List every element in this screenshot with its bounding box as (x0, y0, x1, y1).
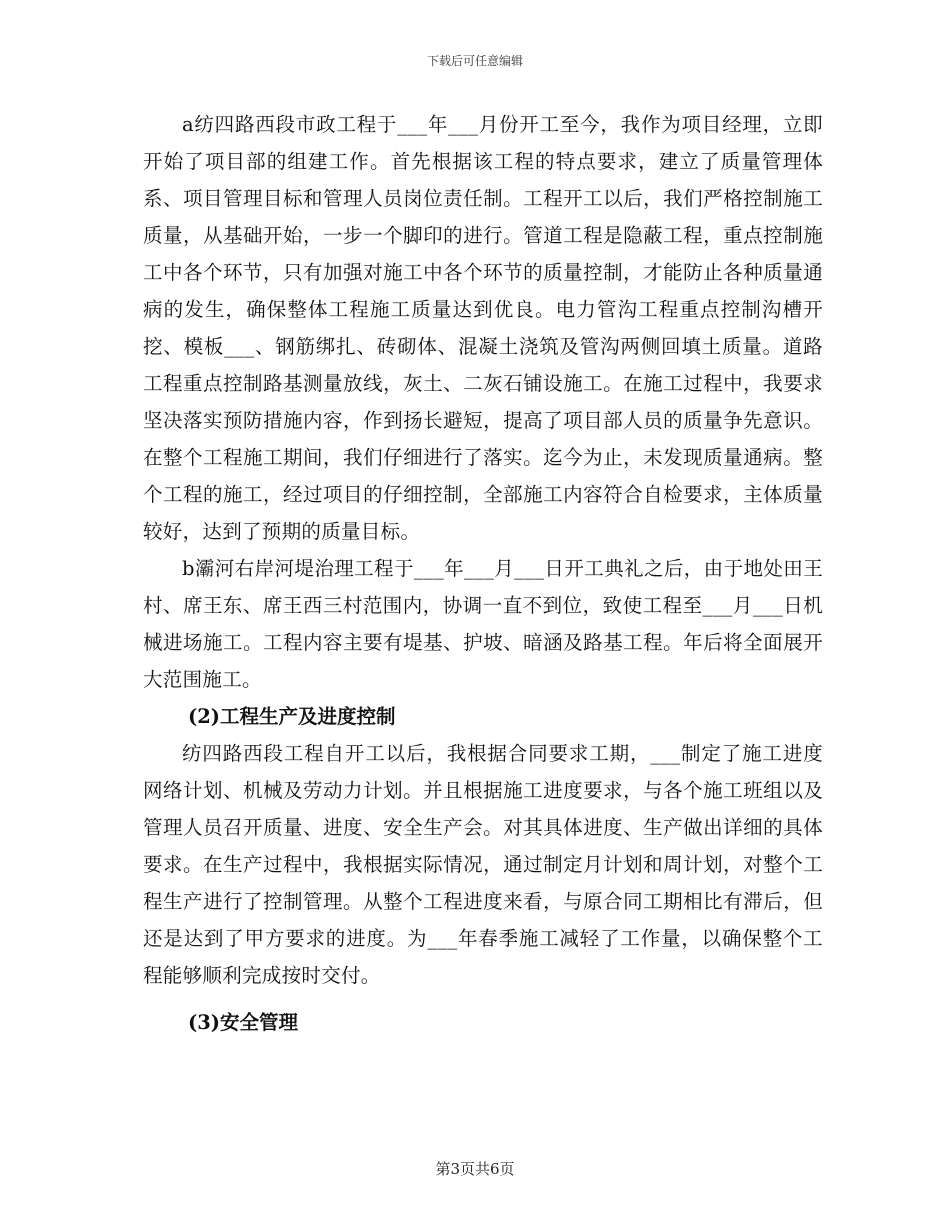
page-header: 下载后可任意编辑 (426, 54, 523, 68)
document-body (143, 106, 823, 1041)
paragraph-project-b: b灞河右岸河堤治理工程于___年___月___日开工典礼之后，由于地处田王村、席王东、席王西三村范围内，协调一直不到位，致使工程至___月___日机械进场施工。工程内容主要有堤基、护坡、暗涵及路基工程。年后将全面展开大范围施工。 (143, 557, 823, 691)
section-heading-progress-control: (2)工程生产及进度控制 (188, 705, 396, 728)
paragraph-progress-control: 纺四路西段工程自开工以后，我根据合同要求工期，___制定了施工进度网络计划、机械及劳动力计划。并且根据施工进度要求，与各个施工班组以及管理人员召开质量、进度、安全生产会。对其具体进度、生产做出详细的具体要求。在生产过程中，我根据实际情况，通过制定月计划和周计划，对整个工程生产进行了控制管理。从整个工程进度来看，与原合同工期相比有滞后，但还是达到了甲方要求的进度。为___年春季施工减轻了工作量，以确保整个工程能够顺利完成按时交付。 (143, 742, 823, 987)
section-heading-safety-management: (3)安全管理 (188, 1011, 299, 1034)
page-footer: 第3页共6页 (435, 1160, 515, 1178)
paragraph-project-a: a纺四路西段市政工程于___年___月份开工至今，我作为项目经理，立即开始了项目部的组建工作。首先根据该工程的特点要求，建立了质量管理体系、项目管理目标和管理人员岗位责任制。工程开工以后，我们严格控制施工质量，从基础开始，一步一个脚印的进行。管道工程是隐蔽工程，重点控制施工中各个环节，只有加强对施工中各个环节的质量控制，才能防止各种质量通病的发生，确保整体工程施工质量达到优良。电力管沟工程重点控制沟槽开挖、模板___、钢筋绑扎、砖砌体、混凝土浇筑及管沟两侧回填土质量。道路工程重点控制路基测量放线，灰土、二灰石铺设施工。在施工过程中，我要求坚决落实预防措施内容，作到扬长避短，提高了项目部人员的质量争先意识。在整个工程施工期间，我们仔细进行了落实。迄今为止，未发现质量通病。整个工程的施工，经过项目的仔细控制，全部施工内容符合自检要求，主体质量较好，达到了预期的质量目标。 (143, 113, 823, 543)
